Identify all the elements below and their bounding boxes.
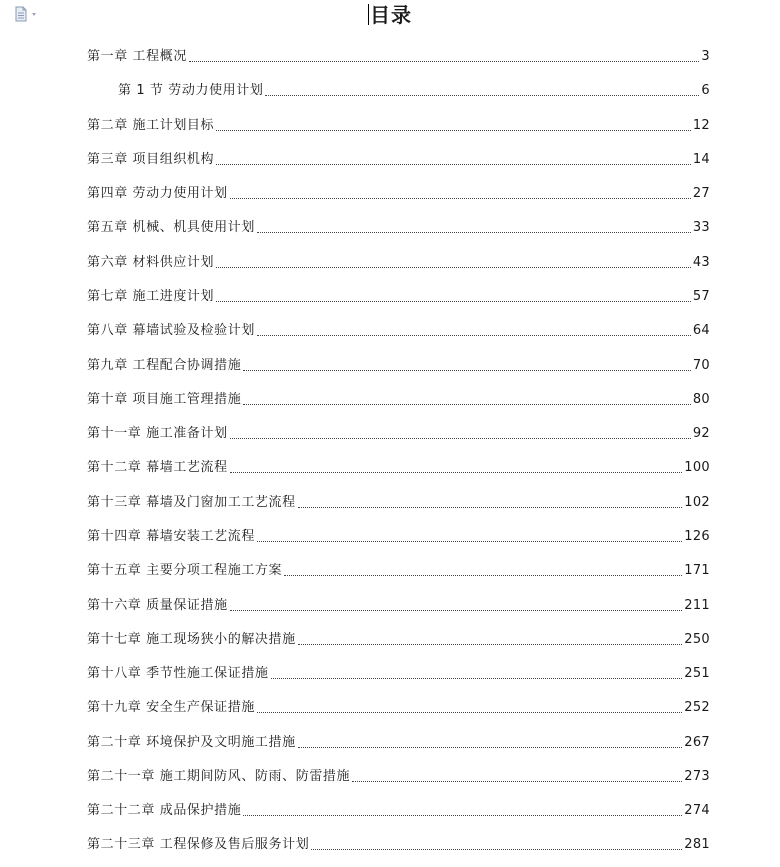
- toc-entry[interactable]: [87, 525, 710, 545]
- page-title: [0, 2, 780, 28]
- toc-entry-label: 第五章 机械、机具使用计划: [87, 220, 255, 236]
- toc-entry-label: 第九章 工程配合协调措施: [87, 357, 242, 373]
- toc-entry[interactable]: [87, 216, 710, 236]
- toc-entry-label: 第八章 幕墙试验及检验计划: [87, 323, 255, 339]
- toc-entry-label: 第十八章 季节性施工保证措施: [87, 666, 269, 681]
- toc-entry-label: 第二章 施工计划目标: [87, 117, 215, 133]
- toc-dot-leader: [216, 266, 691, 268]
- toc-entry-label: 第四章 劳动力使用计划: [87, 186, 228, 202]
- toc-entry-label: 第二十二章 成品保护措施: [87, 803, 242, 819]
- toc-entry[interactable]: [87, 594, 710, 614]
- toc-dot-leader: [298, 506, 683, 508]
- toc-entry[interactable]: [87, 491, 710, 511]
- toc-dot-leader: [284, 574, 682, 576]
- toc-dot-leader: [311, 848, 682, 850]
- toc-entry[interactable]: [87, 182, 710, 202]
- toc-dot-leader: [257, 711, 682, 713]
- toc-entry-label: 第十章 项目施工管理措施: [87, 391, 242, 407]
- toc-dot-leader: [243, 814, 682, 816]
- toc-entry[interactable]: [87, 662, 710, 682]
- toc-entry-label: 第 1 节 劳动力使用计划: [118, 83, 264, 99]
- toc-entry-page-number: 171: [684, 563, 710, 579]
- toc-entry-page-number: 252: [684, 700, 710, 716]
- toc-dot-leader: [298, 746, 683, 748]
- toc-entry-label: 第三章 项目组织机构: [87, 151, 215, 167]
- toc-entry-label: 第六章 材料供应计划: [87, 254, 215, 270]
- toc-entry-page-number: 43: [692, 254, 710, 270]
- toc-entry-label: 第七章 施工进度计划: [87, 289, 215, 304]
- toc-entry[interactable]: [87, 422, 710, 442]
- toc-entry-label: 第十四章 幕墙安装工艺流程: [87, 528, 255, 544]
- toc-dot-leader: [257, 540, 682, 542]
- toc-entry[interactable]: [87, 148, 710, 168]
- toc-entry-label: 第十一章 施工准备计划: [87, 426, 228, 442]
- toc-entry-label: 第十二章 幕墙工艺流程: [87, 460, 228, 476]
- toc-entry[interactable]: [87, 696, 710, 716]
- toc-entry-page-number: 80: [692, 391, 710, 407]
- toc-dot-leader: [230, 471, 683, 473]
- toc-entry-page-number: 70: [692, 357, 710, 373]
- toc-entry-page-number: 273: [684, 768, 710, 784]
- toc-entry[interactable]: [87, 114, 710, 134]
- toc-dot-leader: [352, 780, 682, 782]
- toc-entry-label: 第一章 工程概况: [87, 49, 187, 64]
- toc-dot-leader: [271, 677, 683, 679]
- toc-entry-label: 第十六章 质量保证措施: [87, 597, 228, 613]
- toc-dot-leader: [257, 231, 691, 233]
- toc-entry-label: 第十九章 安全生产保证措施: [87, 700, 255, 716]
- toc-entry-page-number: 12: [692, 117, 710, 133]
- toc-entry-label: 第十三章 幕墙及门窗加工工艺流程: [87, 494, 296, 510]
- toc-entry[interactable]: [87, 319, 710, 339]
- toc-entry[interactable]: [87, 559, 710, 579]
- toc-entry[interactable]: [87, 628, 710, 648]
- toc-dot-leader: [216, 300, 691, 302]
- toc-entry-label: 第十五章 主要分项工程施工方案: [87, 563, 283, 579]
- toc-entry-page-number: 6: [701, 83, 710, 99]
- toc-entry[interactable]: [87, 354, 710, 374]
- text-cursor: [368, 4, 369, 25]
- toc-entry-page-number: 33: [692, 220, 710, 236]
- toc-dot-leader: [257, 334, 691, 336]
- toc-entry-label: 第二十三章 工程保修及售后服务计划: [87, 837, 310, 853]
- toc-dot-leader: [243, 369, 691, 371]
- toc-entry-page-number: 57: [692, 289, 710, 304]
- toc-entry-page-number: 267: [684, 734, 710, 750]
- toc-entry-page-number: 251: [684, 666, 710, 681]
- toc-entry-label: 第十七章 施工现场狭小的解决措施: [87, 631, 296, 647]
- toc-entry-page-number: 27: [692, 186, 710, 202]
- toc-entry-page-number: 281: [684, 837, 710, 853]
- toc-entry-page-number: 250: [684, 631, 710, 647]
- toc-entry[interactable]: [87, 388, 710, 408]
- toc-entry-page-number: 211: [684, 597, 710, 613]
- toc-entry[interactable]: [87, 45, 710, 65]
- toc-entry-page-number: 274: [684, 803, 710, 819]
- toc-entry-page-number: 3: [701, 49, 710, 64]
- toc-dot-leader: [265, 94, 699, 96]
- toc-dot-leader: [189, 60, 699, 62]
- toc-entry-page-number: 92: [692, 426, 710, 442]
- toc-entry[interactable]: [87, 285, 710, 305]
- toc-entry-label: 第二十章 环境保护及文明施工措施: [87, 734, 296, 750]
- toc-entry[interactable]: [118, 79, 710, 99]
- toc-dot-leader: [216, 163, 691, 165]
- toc-entry-label: 第二十一章 施工期间防风、防雨、防雷措施: [87, 768, 351, 784]
- toc-dot-leader: [298, 643, 683, 645]
- toc-entry-page-number: 100: [684, 460, 710, 476]
- title-text: 目录: [370, 3, 412, 27]
- toc-entry[interactable]: [87, 456, 710, 476]
- toc-dot-leader: [243, 403, 691, 405]
- toc-entry[interactable]: [87, 765, 710, 785]
- toc-entry[interactable]: [87, 731, 710, 751]
- toc-dot-leader: [230, 609, 683, 611]
- toc-entry-page-number: 64: [692, 323, 710, 339]
- toc-entry[interactable]: [87, 799, 710, 819]
- toc-entry-page-number: 126: [684, 528, 710, 544]
- toc-dot-leader: [230, 197, 691, 199]
- toc-entry[interactable]: [87, 251, 710, 271]
- toc-dot-leader: [216, 129, 691, 131]
- toc-entry[interactable]: [87, 833, 710, 853]
- toc-entry-page-number: 102: [684, 494, 710, 510]
- toc-entry-page-number: 14: [692, 151, 710, 167]
- toc-dot-leader: [230, 437, 691, 439]
